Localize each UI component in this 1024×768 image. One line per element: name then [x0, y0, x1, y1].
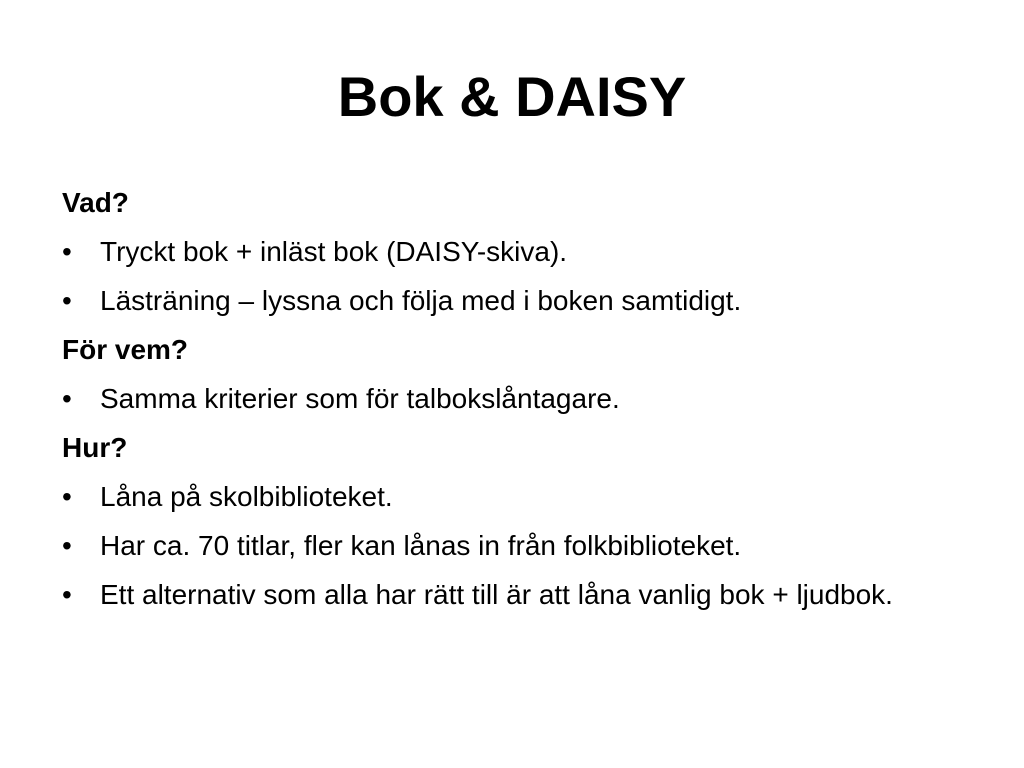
- bullet-item: [62, 284, 962, 318]
- bullet-list-vad: [62, 235, 962, 318]
- bullet-list-hur: [62, 480, 962, 612]
- bullet-list-for-vem: [62, 382, 962, 416]
- slide-content: [62, 186, 962, 627]
- bullet-icon: •: [62, 285, 72, 316]
- bullet-icon: •: [62, 236, 72, 267]
- bullet-item: [62, 578, 962, 612]
- bullet-item: [62, 382, 962, 416]
- bullet-icon: •: [62, 481, 72, 512]
- bullet-text: Tryckt bok + inläst bok (DAISY-skiva).: [100, 236, 568, 267]
- bullet-icon: •: [62, 383, 72, 414]
- bullet-text: Lästräning – lyssna och följa med i boken samtidigt.: [100, 285, 742, 316]
- bullet-text: Samma kriterier som för talbokslåntagare.: [100, 383, 620, 414]
- section-heading-vad: Vad?: [62, 187, 129, 218]
- bullet-icon: •: [62, 530, 72, 561]
- slide-title: Bok & DAISY: [337, 65, 687, 128]
- bullet-text: Har ca. 70 titlar, fler kan lånas in från folkbiblioteket.: [100, 530, 742, 561]
- bullet-text: Ett alternativ som alla har rätt till är att låna vanlig bok + ljudbok.: [100, 579, 893, 610]
- bullet-text: Låna på skolbiblioteket.: [100, 481, 393, 512]
- bullet-icon: •: [62, 579, 72, 610]
- section-heading-hur: Hur?: [62, 432, 128, 463]
- section-heading-for-vem: För vem?: [62, 334, 189, 365]
- bullet-item: [62, 480, 962, 514]
- bullet-item: [62, 529, 962, 563]
- bullet-item: [62, 235, 962, 269]
